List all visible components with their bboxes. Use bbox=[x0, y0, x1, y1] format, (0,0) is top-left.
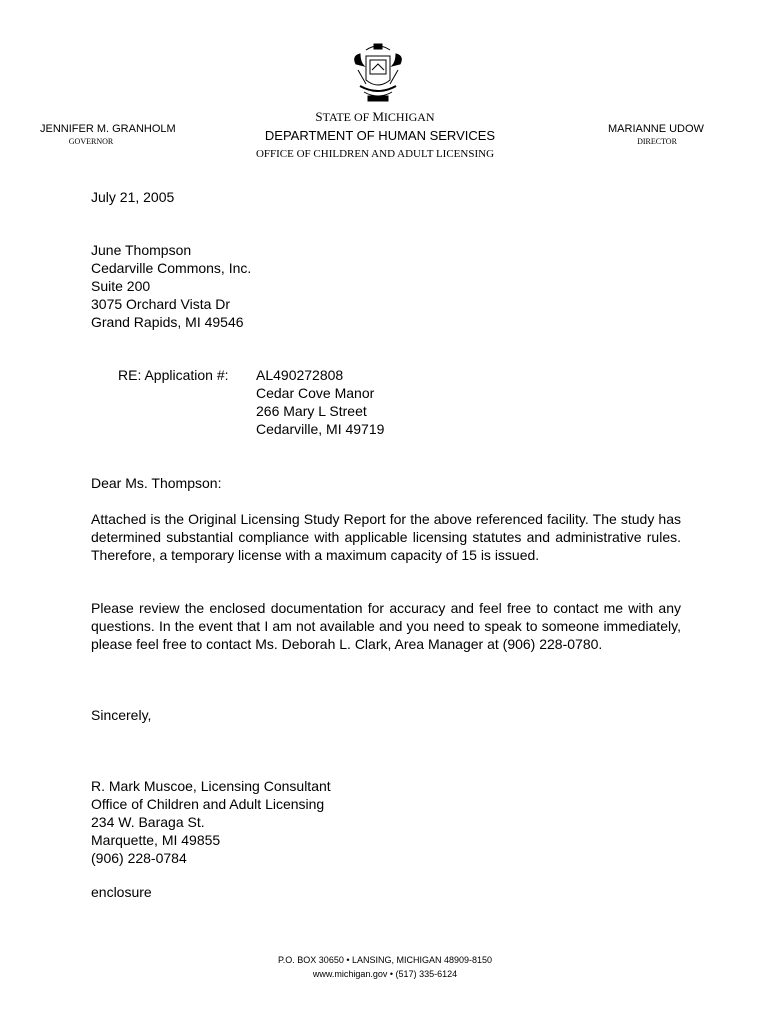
michigan-initial: M bbox=[372, 109, 384, 124]
office-name: OFFICE OF CHILDREN AND ADULT LICENSING bbox=[255, 148, 495, 160]
signature-city: Marquette, MI 49855 bbox=[91, 832, 221, 848]
recipient-address bbox=[91, 241, 681, 331]
signature-street: 234 W. Baraga St. bbox=[91, 814, 205, 830]
signature-phone: (906) 228-0784 bbox=[91, 850, 187, 866]
director-title: DIRECTOR bbox=[637, 137, 677, 146]
state-rest: TATE OF bbox=[322, 110, 373, 124]
signature-name: R. Mark Muscoe, Licensing Consultant bbox=[91, 778, 331, 794]
salutation: Dear Ms. Thompson: bbox=[91, 475, 222, 491]
recipient-city: Grand Rapids, MI 49546 bbox=[91, 314, 244, 330]
enclosure-note: enclosure bbox=[91, 884, 152, 900]
recipient-street: 3075 Orchard Vista Dr bbox=[91, 296, 231, 312]
director-name: MARIANNE UDOW bbox=[608, 123, 704, 135]
footer-contact: www.michigan.gov • (517) 335-6124 bbox=[312, 969, 458, 979]
governor-name: JENNIFER M. GRANHOLM bbox=[40, 123, 176, 135]
signature-block bbox=[91, 777, 681, 867]
michigan-rest: ICHIGAN bbox=[383, 110, 435, 124]
recipient-name: June Thompson bbox=[91, 242, 192, 258]
state-initial: S bbox=[315, 109, 323, 124]
governor-title: GOVERNOR bbox=[68, 137, 114, 146]
recipient-company: Cedarville Commons, Inc. bbox=[91, 260, 252, 276]
application-number: AL490272808 bbox=[256, 367, 344, 383]
recipient-suite: Suite 200 bbox=[91, 278, 151, 294]
paragraph-2: Please review the enclosed documentation for accuracy and feel free to contact me with any questions. In the event that I am not available and you need to speak to someone immediately, please feel free to contact Ms. Deborah L. Clark, Area Manager at (906) 228-0780. bbox=[91, 600, 681, 652]
footer-address: P.O. BOX 30650 • LANSING, MICHIGAN 48909-8150 bbox=[277, 955, 493, 965]
closing: Sincerely, bbox=[91, 707, 152, 723]
paragraph-1: Attached is the Original Licensing Study Report for the above referenced facility. The study has determined substantial compliance with applicable licensing statutes and administrative rules. Therefore, a temporary license with a maximum capacity of 15 is issued. bbox=[91, 511, 681, 563]
department-name: DEPARTMENT OF HUMAN SERVICES bbox=[264, 128, 496, 143]
facility-street: 266 Mary L Street bbox=[256, 403, 367, 419]
re-label: RE: Application #: bbox=[118, 367, 229, 383]
re-details bbox=[256, 366, 384, 438]
facility-city: Cedarville, MI 49719 bbox=[256, 421, 385, 437]
state-of-michigan-heading bbox=[240, 109, 510, 125]
signature-office: Office of Children and Adult Licensing bbox=[91, 796, 325, 812]
michigan-seal-icon bbox=[348, 40, 408, 106]
facility-name: Cedar Cove Manor bbox=[256, 385, 375, 401]
letter-date: July 21, 2005 bbox=[91, 189, 175, 205]
